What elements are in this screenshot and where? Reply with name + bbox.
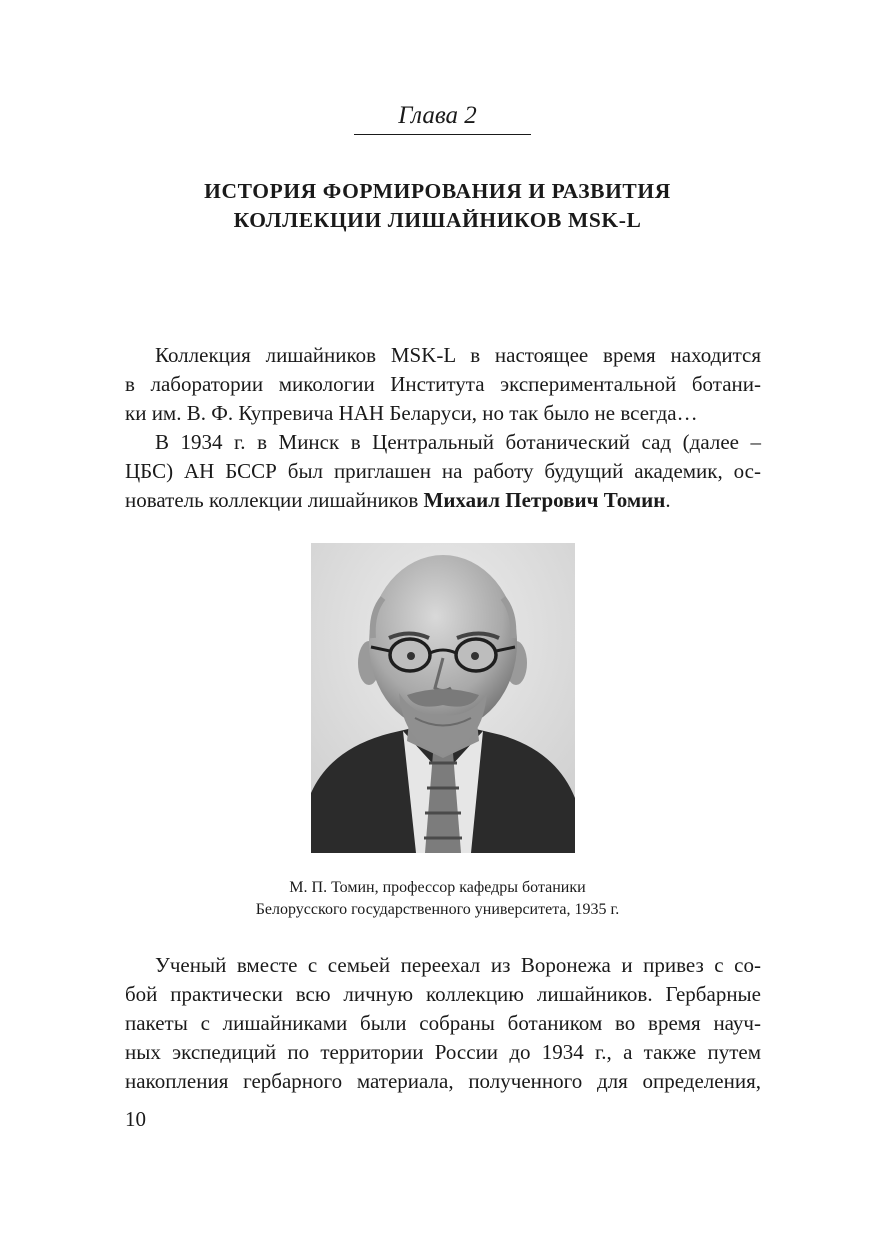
section-title: [0, 177, 875, 235]
photo-caption-line: Белорусского государственного университета, 1935 г.: [255, 901, 620, 918]
text-line: ных экспедиций по территории России до 1934 г., а также путем: [125, 1040, 761, 1064]
text-line: [125, 486, 761, 514]
title-line: КОЛЛЕКЦИИ ЛИШАЙНИКОВ MSK-L: [233, 208, 642, 232]
portrait-photo: [311, 543, 575, 853]
text-line: накопления гербарного материала, полученного для определения,: [125, 1069, 761, 1093]
photo-caption-line: М. П. Томин, профессор кафедры ботаники: [289, 879, 586, 896]
text-line: ЦБС) АН БССР был приглашен на работу будущий академик, ос-: [125, 459, 761, 483]
title-line: ИСТОРИЯ ФОРМИРОВАНИЯ И РАЗВИТИЯ: [204, 179, 671, 203]
text-line: Ученый вместе с семьей переехал из Воронежа и привез с со-: [155, 953, 761, 977]
chapter-underline: [354, 134, 531, 135]
text-line: в лаборатории микологии Института экспериментальной ботани-: [125, 372, 761, 396]
portrait-illustration: [311, 543, 575, 853]
text-line: пакеты с лишайниками были собраны ботаником во время науч-: [125, 1011, 761, 1035]
text-span: .: [665, 488, 671, 512]
text-line: В 1934 г. в Минск в Центральный ботанический сад (далее –: [155, 430, 761, 454]
page-number: 10: [125, 1107, 146, 1131]
text-line: Коллекция лишайников MSK-L в настоящее время находится: [155, 343, 761, 367]
person-name: Михаил Петрович Томин: [423, 488, 666, 512]
chapter-heading: Глава 2: [398, 102, 477, 129]
text-line: ки им. В. Ф. Купревича НАН Беларуси, но так было не всегда…: [125, 401, 698, 425]
text-span: нователь коллекции лишайников: [125, 488, 424, 512]
text-line: бой практически всю личную коллекцию лишайников. Гербарные: [125, 982, 761, 1006]
